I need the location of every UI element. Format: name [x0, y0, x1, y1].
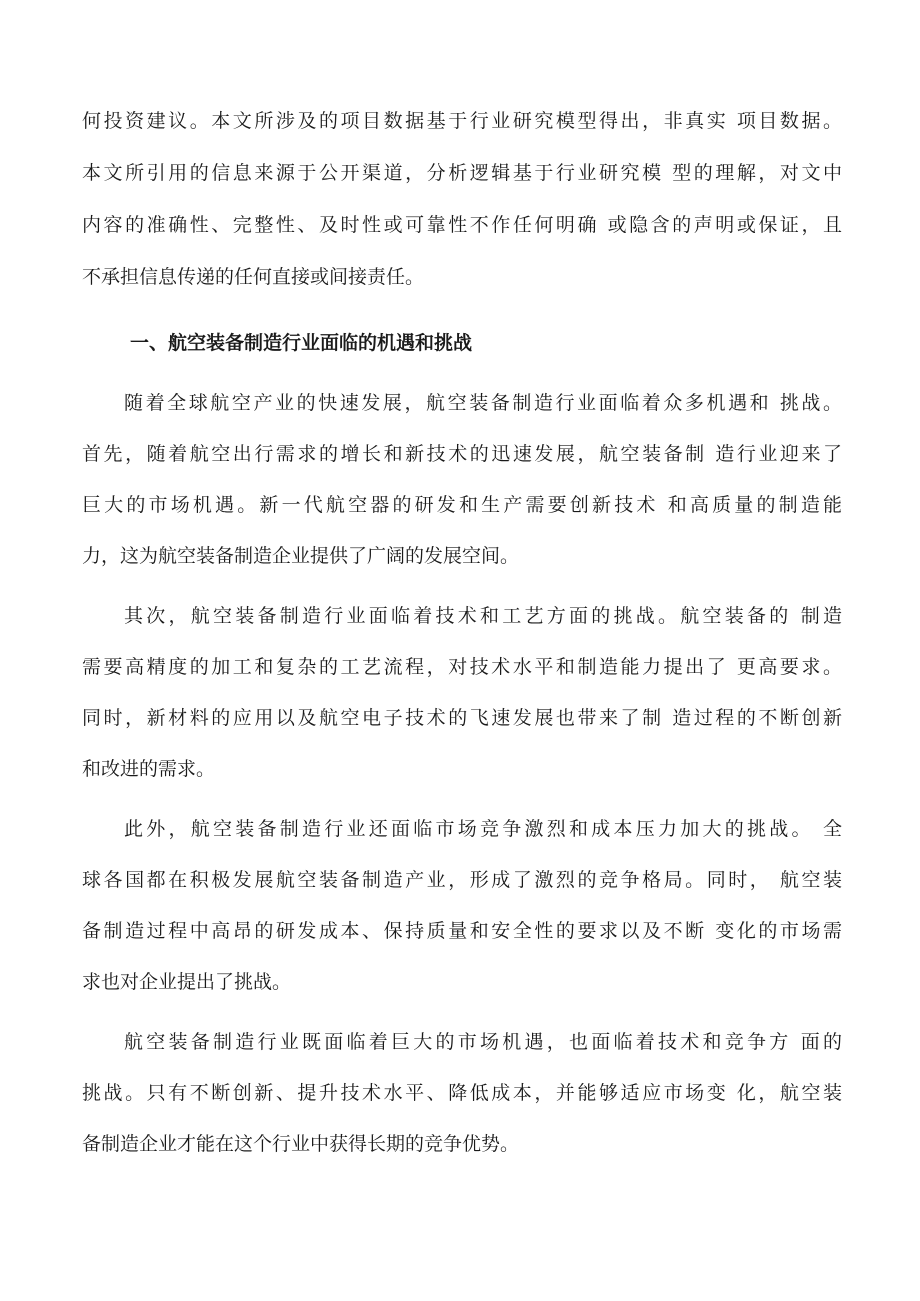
paragraph-2-line-4: 和改进的需求。 [82, 758, 216, 780]
intro-line-1: 何投资建议。本文所涉及的项目数据基于行业研究模型得出，非真实 项目数据。 [82, 110, 842, 132]
paragraph-2-line-1: 其次，航空装备制造行业面临着技术和工艺方面的挑战。航空装备的 制造 [124, 605, 842, 627]
section-heading: 一、航空装备制造行业面临的机遇和挑战 [130, 332, 473, 354]
intro-line-3: 内容的准确性、完整性、及时性或可靠性不作任何明确 或隐含的声明或保证，且 [82, 214, 842, 236]
paragraph-4-line-3: 备制造企业才能在这个行业中获得长期的竞争优势。 [82, 1133, 520, 1155]
paragraph-1-line-1: 随着全球航空产业的快速发展，航空装备制造行业面临着众多机遇和 挑战。 [124, 392, 842, 414]
paragraph-3-line-4: 求也对企业提出了挑战。 [82, 971, 292, 993]
paragraph-1-line-2: 首先，随着航空出行需求的增长和新技术的迅速发展，航空装备制 造行业迎来了 [82, 443, 842, 465]
paragraph-4-line-2: 挑战。只有不断创新、提升技术水平、降低成本，并能够适应市场变 化，航空装 [82, 1082, 842, 1104]
intro-line-2: 本文所引用的信息来源于公开渠道，分析逻辑基于行业研究模 型的理解，对文中 [82, 162, 842, 184]
paragraph-2-line-2: 需要高精度的加工和复杂的工艺流程，对技术水平和制造能力提出了 更高要求。 [82, 656, 842, 678]
paragraph-3-line-3: 备制造过程中高昂的研发成本、保持质量和安全性的要求以及不断 变化的市场需 [82, 920, 842, 942]
paragraph-1-line-3: 巨大的市场机遇。新一代航空器的研发和生产需要创新技术 和高质量的制造能 [82, 494, 842, 516]
paragraph-4-line-1: 航空装备制造行业既面临着巨大的市场机遇，也面临着技术和竞争方 面的 [124, 1031, 842, 1053]
paragraph-2-line-3: 同时，新材料的应用以及航空电子技术的飞速发展也带来了制 造过程的不断创新 [82, 707, 842, 729]
paragraph-3-line-1: 此外，航空装备制造行业还面临市场竞争激烈和成本压力加大的挑战。 全 [124, 818, 842, 840]
paragraph-1-line-4: 力，这为航空装备制造企业提供了广阔的发展空间。 [82, 545, 520, 567]
intro-line-4: 不承担信息传递的任何直接或间接责任。 [82, 266, 425, 288]
paragraph-3-line-2: 球各国都在积极发展航空装备制造产业，形成了激烈的竞争格局。同时， 航空装 [82, 869, 842, 891]
